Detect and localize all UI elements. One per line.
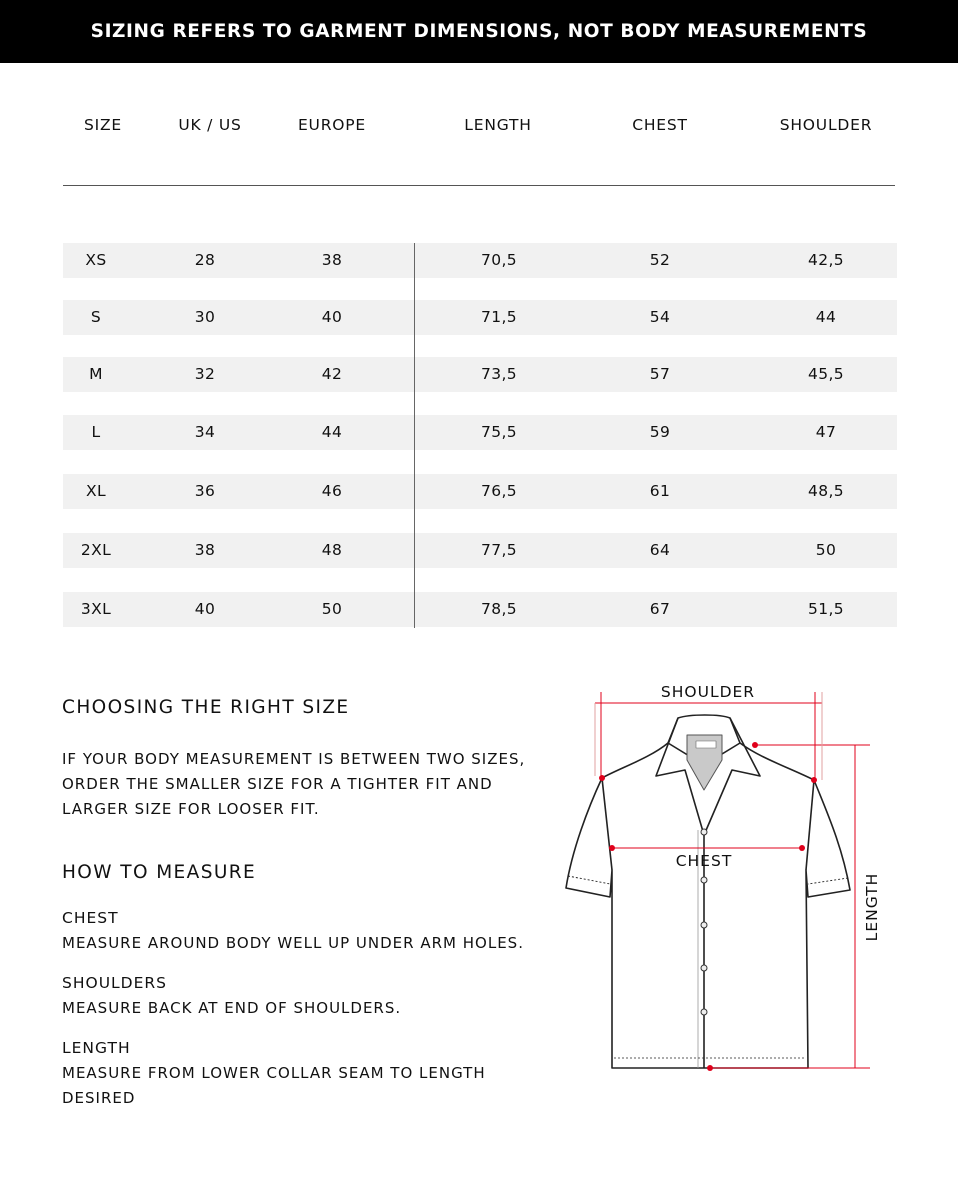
instruction-line: MEASURE FROM LOWER COLLAR SEAM TO LENGTH bbox=[62, 1064, 486, 1082]
cell-length: 76,5 bbox=[480, 482, 518, 500]
shoulders-label: SHOULDERS bbox=[62, 974, 168, 992]
cell-uk-us: 34 bbox=[194, 423, 216, 441]
cell-shoulder: 50 bbox=[815, 541, 837, 559]
cell-size: S bbox=[90, 308, 102, 326]
table-row bbox=[63, 474, 897, 509]
cell-uk-us: 28 bbox=[194, 251, 216, 269]
cell-length: 71,5 bbox=[480, 308, 518, 326]
instruction-line: MEASURE AROUND BODY WELL UP UNDER ARM HOLES. bbox=[62, 934, 524, 952]
table-row bbox=[63, 357, 897, 392]
cell-europe: 46 bbox=[321, 482, 343, 500]
cell-shoulder: 48,5 bbox=[807, 482, 845, 500]
choosing-size-title: CHOOSING THE RIGHT SIZE bbox=[62, 697, 350, 718]
cell-europe: 44 bbox=[321, 423, 343, 441]
table-row bbox=[63, 592, 897, 627]
length-label: LENGTH bbox=[62, 1039, 131, 1057]
cell-europe: 48 bbox=[321, 541, 343, 559]
table-row bbox=[63, 243, 897, 278]
shoulders-instruction bbox=[62, 996, 401, 1021]
choosing-line: ORDER THE SMALLER SIZE FOR A TIGHTER FIT AND bbox=[62, 775, 493, 793]
cell-shoulder: 47 bbox=[815, 423, 837, 441]
cell-shoulder: 45,5 bbox=[807, 365, 845, 383]
cell-europe: 42 bbox=[321, 365, 343, 383]
table-row bbox=[63, 300, 897, 335]
cell-uk-us: 30 bbox=[194, 308, 216, 326]
cell-shoulder: 42,5 bbox=[807, 251, 845, 269]
length-diagram-label: LENGTH bbox=[863, 872, 881, 942]
header-chest: CHEST bbox=[632, 116, 688, 134]
cell-chest: 54 bbox=[649, 308, 671, 326]
cell-size: L bbox=[91, 423, 101, 441]
cell-europe: 50 bbox=[321, 600, 343, 618]
cell-length: 73,5 bbox=[480, 365, 518, 383]
instruction-line: MEASURE BACK AT END OF SHOULDERS. bbox=[62, 999, 402, 1017]
banner: SIZING REFERS TO GARMENT DIMENSIONS, NOT BODY MEASUREMENTS bbox=[0, 0, 958, 63]
chest-diagram-label: CHEST bbox=[675, 852, 733, 870]
cell-shoulder: 44 bbox=[815, 308, 837, 326]
cell-size: 3XL bbox=[80, 600, 112, 618]
instruction-line: DESIRED bbox=[62, 1089, 136, 1107]
cell-size: XS bbox=[85, 251, 107, 269]
cell-size: M bbox=[89, 365, 103, 383]
chest-label: CHEST bbox=[62, 909, 119, 927]
choosing-size-text bbox=[62, 747, 525, 822]
table-row bbox=[63, 533, 897, 568]
cell-chest: 52 bbox=[649, 251, 671, 269]
chest-instruction bbox=[62, 931, 524, 956]
cell-uk-us: 32 bbox=[194, 365, 216, 383]
column-divider bbox=[414, 243, 415, 628]
cell-length: 77,5 bbox=[480, 541, 518, 559]
cell-uk-us: 40 bbox=[194, 600, 216, 618]
how-to-measure-title: HOW TO MEASURE bbox=[62, 862, 257, 883]
cell-shoulder: 51,5 bbox=[807, 600, 845, 618]
cell-chest: 59 bbox=[649, 423, 671, 441]
length-instruction bbox=[62, 1061, 486, 1111]
header-europe: EUROPE bbox=[297, 116, 367, 134]
cell-size: XL bbox=[85, 482, 107, 500]
cell-length: 70,5 bbox=[480, 251, 518, 269]
header-length: LENGTH bbox=[464, 116, 532, 134]
cell-europe: 40 bbox=[321, 308, 343, 326]
cell-chest: 57 bbox=[649, 365, 671, 383]
shirt-measurement-diagram bbox=[560, 676, 890, 1096]
table-row bbox=[63, 415, 897, 450]
choosing-line: LARGER SIZE FOR LOOSER FIT. bbox=[62, 800, 320, 818]
shoulder-label: SHOULDER bbox=[660, 683, 756, 701]
cell-uk-us: 36 bbox=[194, 482, 216, 500]
cell-uk-us: 38 bbox=[194, 541, 216, 559]
header-divider bbox=[63, 185, 895, 186]
cell-length: 75,5 bbox=[480, 423, 518, 441]
cell-chest: 64 bbox=[649, 541, 671, 559]
choosing-line: IF YOUR BODY MEASUREMENT IS BETWEEN TWO SIZES, bbox=[62, 750, 526, 768]
cell-length: 78,5 bbox=[480, 600, 518, 618]
cell-chest: 61 bbox=[649, 482, 671, 500]
cell-size: 2XL bbox=[80, 541, 112, 559]
cell-europe: 38 bbox=[321, 251, 343, 269]
header-size: SIZE bbox=[83, 116, 123, 134]
header-shoulder: SHOULDER bbox=[779, 116, 873, 134]
shirt-illustration bbox=[566, 715, 850, 1068]
header-uk-us: UK / US bbox=[178, 116, 242, 134]
cell-chest: 67 bbox=[649, 600, 671, 618]
